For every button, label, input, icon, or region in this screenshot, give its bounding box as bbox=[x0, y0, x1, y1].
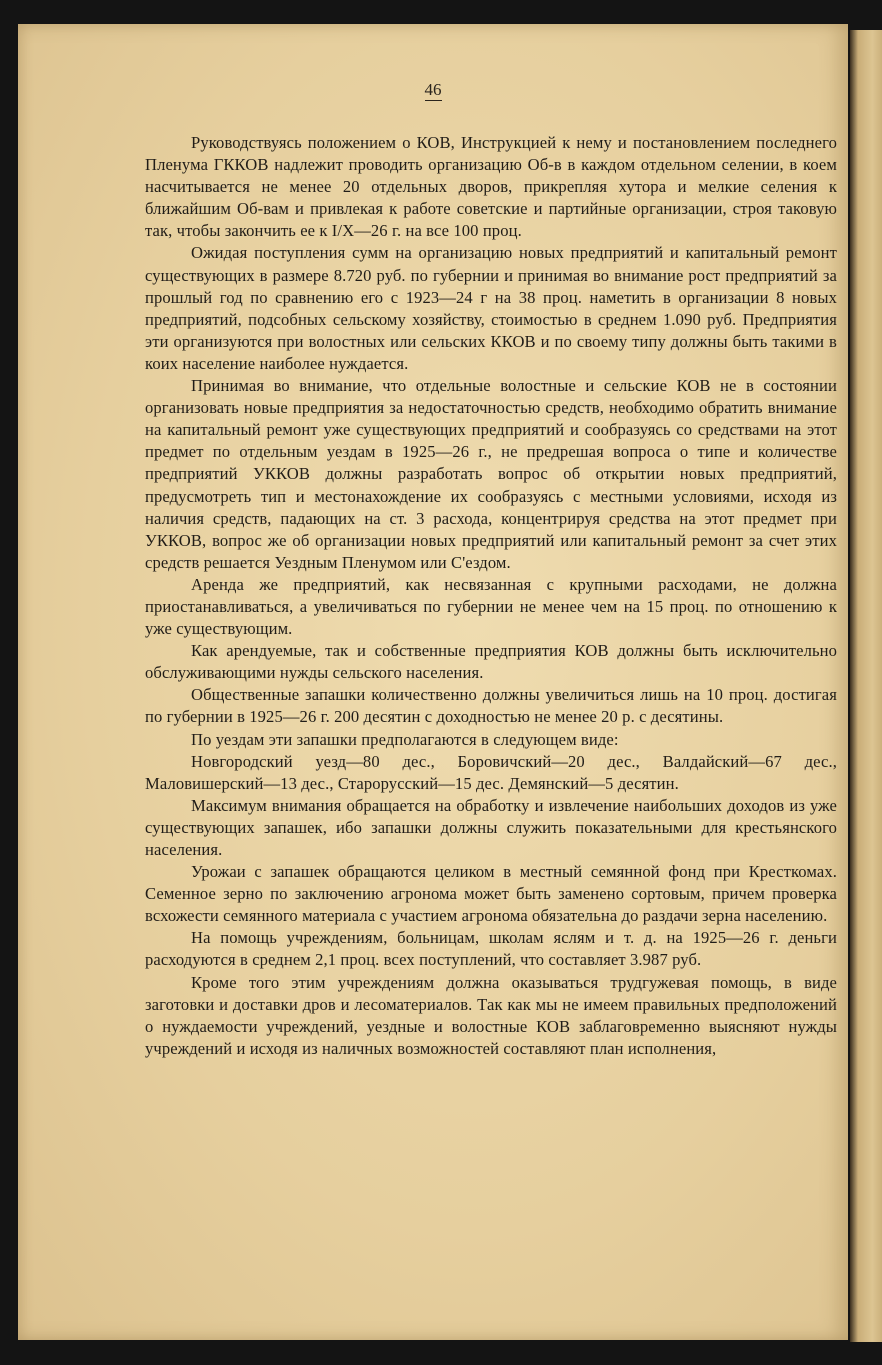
paragraph: Кроме того этим учреждениям должна оказываться трудгужевая помощь, в виде заготовки и доставки дров и лесоматериалов. Так как мы не имеем правильных предположений о нуждаемости учреждений, уездные и волостные КОВ заблаговременно выясняют нужды учреждений и исходя из наличных возможностей составляют план исполнения, bbox=[145, 972, 837, 1058]
page-number: 46 bbox=[424, 80, 442, 99]
paragraph: Максимум внимания обращается на обработку и извлечение наибольших доходов из уже существующих запашек, ибо запашки должны служить показательными для крестьянского населения. bbox=[145, 795, 837, 859]
paragraph: На помощь учреждениям, больницам, школам яслям и т. д. на 1925—26 г. деньги расходуются в среднем 2,1 проц. всех поступлений, что составляет 3.987 руб. bbox=[145, 928, 837, 970]
paragraph: Общественные запашки количественно должны увеличиться лишь на 10 проц. достигая по губернии в 1925—26 г. 200 десятин с доходностью не менее 20 р. с десятины. bbox=[145, 685, 837, 727]
paragraph: Принимая во внимание, что отдельные волостные и сельские КОВ не в состоянии организовать новые предприятия за недостаточностью средств, необходимо обратить внимание на капитальный ремонт уже существующих предприятий и сообразуясь со средствами на этот предмет по отдельным уездам в 1925—26 г., не предрешая вопроса о типе и количестве предприятий УККОВ должны разработать вопрос об открытии новых предприятий, предусмотреть тип и местонахождение их сообразуясь с местными условиями, исходя из наличия средств, падающих на ст. 3 расхода, концентрируя средства на этот предмет при УККОВ, вопрос же об организации новых предприятий или капитальный ремонт за счет этих средств решается Уездным Пленумом или С'ездом. bbox=[145, 376, 837, 572]
paragraph: Ожидая поступления сумм на организацию новых предприятий и капитальный ремонт существующих в размере 8.720 руб. по губернии и принимая во внимание рост предприятий за прошлый год по сравнению его с 1923—24 г на 38 проц. наметить в организации 8 новых предприятий, подсобных сельскому хозяйству, стоимостью в среднем 1.090 руб. Предприятия эти организуются при волостных или сельских ККОВ и по своему типу должны быть такими в коих население наиболее нуждается. bbox=[145, 243, 837, 373]
paragraph: Новгородский уезд—80 дес., Боровичский—20 дес., Валдайский—67 дес., Маловишерский—13 дес., Старорусский—15 дес. Демянский—5 десятин. bbox=[145, 751, 837, 793]
paragraph: Аренда же предприятий, как несвязанная с крупными расходами, не должна приостанавливаться, а увеличиваться по губернии не менее чем на 15 проц. по отношению к уже существующим. bbox=[145, 574, 837, 639]
paragraph: Урожаи с запашек обращаются целиком в местный семянной фонд при Кресткомах. Семенное зерно по заключению агронома может быть заменено сортовым, причем проверка всхожести семянного материала с участием агронома обязательна до раздачи зерна населению. bbox=[145, 862, 837, 926]
paragraph: По уездам эти запашки предполагаются в следующем виде: bbox=[191, 729, 619, 749]
adjacent-page-edge bbox=[850, 30, 882, 1342]
body-text bbox=[145, 132, 837, 1060]
paragraph: Как арендуемые, так и собственные предприятия КОВ должны быть исключительно обслуживающими нужды сельского населения. bbox=[145, 641, 837, 683]
document-page bbox=[18, 24, 848, 1340]
paragraph: Руководствуясь положением о КОВ, Инструкцией к нему и постановлением последнего Пленума ГККОВ надлежит проводить организацию Об-в в каждом отдельном селении, в коем насчитывается не менее 20 отдельных дворов, прикрепляя хутора и мелкие селения к ближайшим Об-вам и привлекая к работе советские и партийные организации, строя таковую так, чтобы закончить ее к I/X—26 г. на все 100 проц. bbox=[145, 133, 837, 241]
